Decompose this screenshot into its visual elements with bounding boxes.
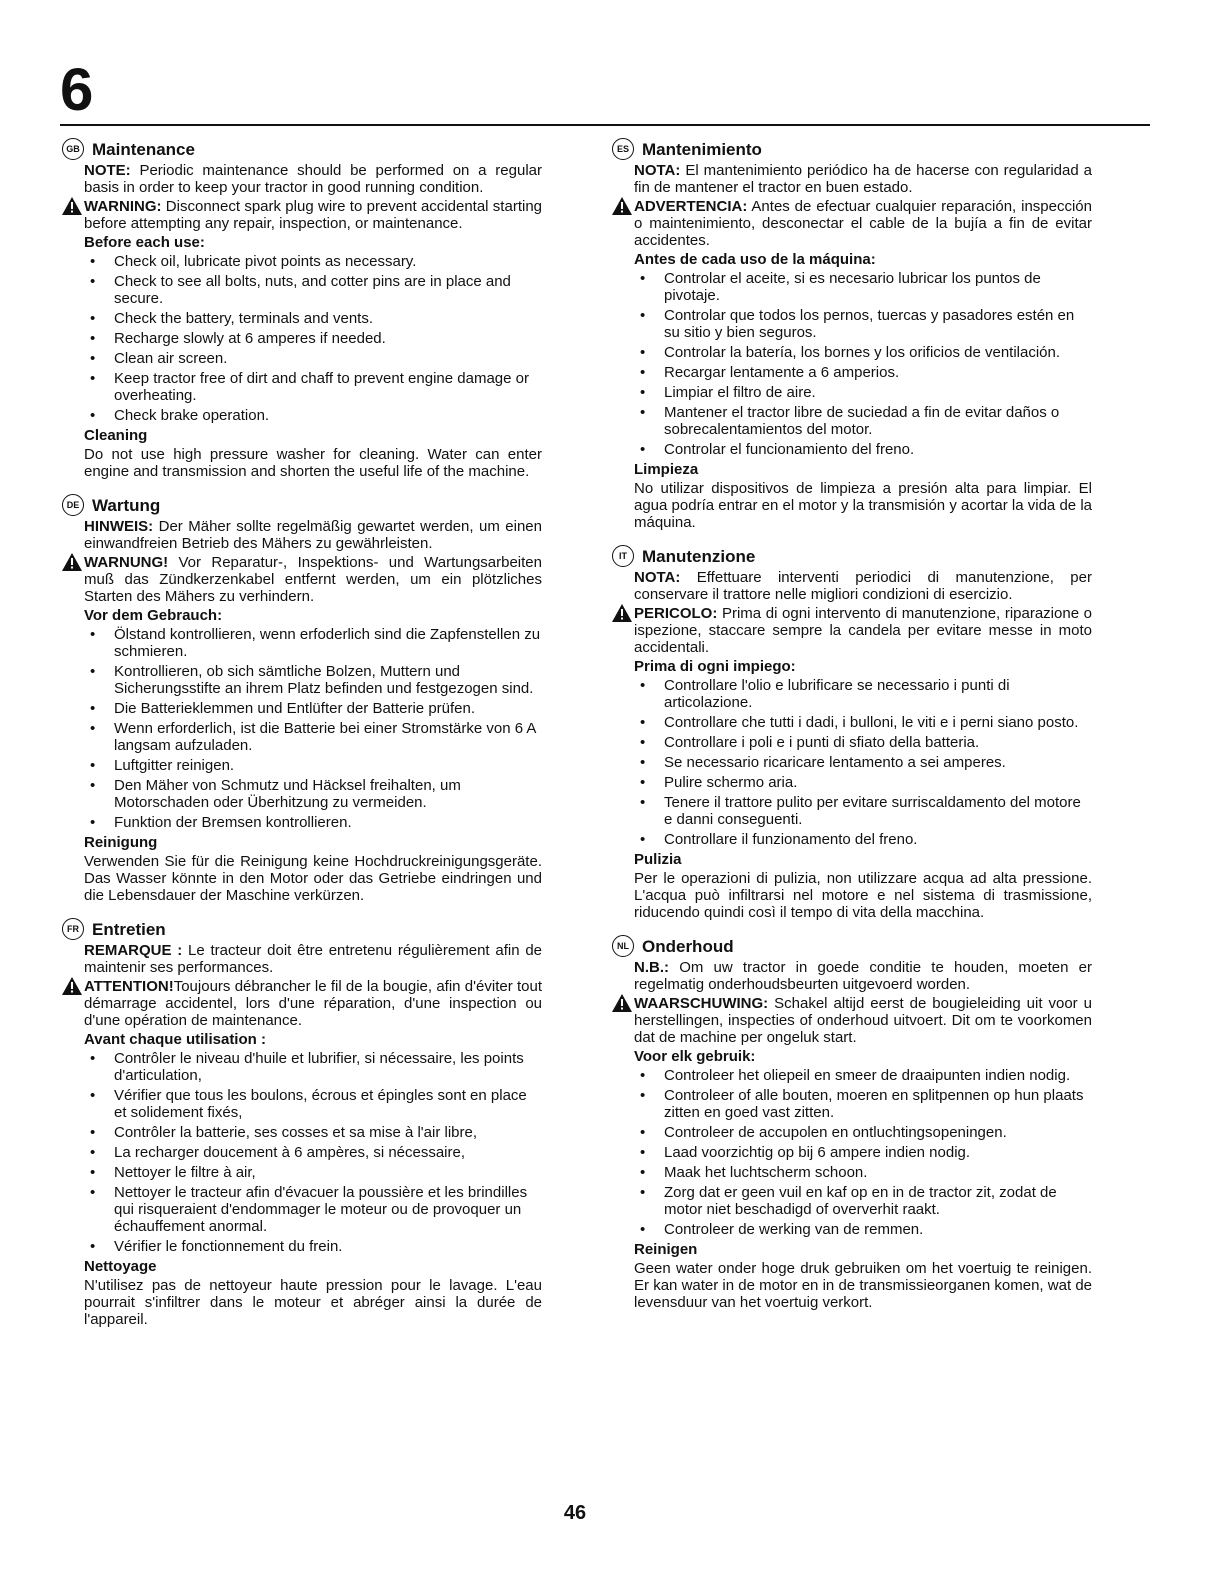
warning-text: Vor Reparatur-, Inspektions- und Wartungsarbeiten muß das Zündkerzenkabel entfernt werden, um ein plötzliches Starten des Mähers zu verhindern.	[84, 554, 542, 605]
list-item: • Tenere il trattore pulito per evitare surriscaldamento del motore e danni conseguenti.	[634, 794, 1092, 828]
checklist	[634, 677, 1092, 848]
list-item: • Controlar que todos los pernos, tuercas y pasadores estén en su sitio y bien seguros.	[634, 307, 1092, 341]
warning-paragraph	[634, 995, 1092, 1046]
list-item: • Contrôler la batterie, ses cosses et sa mise à l'air libre,	[84, 1124, 542, 1141]
section-de	[62, 494, 542, 904]
list-item: • Zorg dat er geen vuil en kaf op en in de tractor zit, zodat de motor niet beschadigd of oververhit raakt.	[634, 1184, 1092, 1218]
list-item: • Ölstand kontrollieren, wenn erfoderlich sind die Zapfenstellen zu schmieren.	[84, 626, 542, 660]
before-use-heading: Before each use:	[84, 234, 205, 251]
list-item: • Controleer of alle bouten, moeren en splitpennen op hun plaats zitten en goed vast zitten.	[634, 1087, 1092, 1121]
section-header	[62, 138, 542, 160]
section-title: Maintenance	[92, 139, 195, 159]
section-header	[62, 494, 542, 516]
note-label: NOTA:	[634, 162, 681, 179]
checklist	[634, 1067, 1092, 1238]
list-item: • Controllare che tutti i dadi, i bulloni, le viti e i perni siano posto.	[634, 714, 1092, 731]
note-paragraph	[84, 518, 542, 552]
warning-paragraph	[634, 198, 1092, 249]
warning-text: Prima di ogni intervento di manutenzione, riparazione o ispezione, staccare sempre la candela per evitare messe in moto accidentali.	[634, 605, 1092, 656]
warning-paragraph	[634, 605, 1092, 656]
cleaning-heading: Reinigen	[634, 1241, 698, 1258]
list-item: • Controllare l'olio e lubrificare se necessario i punti di articolazione.	[634, 677, 1092, 711]
section-title: Entretien	[92, 919, 166, 939]
warning-label: WARNING:	[84, 198, 162, 215]
warning-triangle-icon	[62, 553, 82, 571]
warning-text: Toujours débrancher le fil de la bougie, afin d'éviter tout démarrage accidentel, lors d'une réparation, d'une inspection ou d'une opération de maintenance.	[84, 978, 542, 1029]
list-item: • Controlar el funcionamiento del freno.	[634, 441, 1092, 458]
warning-text: Disconnect spark plug wire to prevent accidental starting before attempting any repair, inspection, or maintenance.	[84, 198, 542, 232]
page-number: 46	[563, 1502, 587, 1524]
before-use-heading: Antes de cada uso de la máquina:	[634, 251, 876, 268]
warning-text: Schakel altijd eerst de bougieleiding uit voor u herstellingen, inspecties of onderhoud uitvoert. Dit om te voorkomen dat de machine per ongeluk start.	[634, 995, 1092, 1046]
right-column	[612, 138, 1092, 1325]
note-text: Periodic maintenance should be performed on a regular basis in order to keep your tractor in good running condition.	[84, 162, 542, 196]
note-paragraph	[634, 569, 1092, 603]
list-item: • Funktion der Bremsen kontrollieren.	[84, 814, 542, 831]
language-badge: ES	[612, 138, 634, 160]
list-item: • Vérifier que tous les boulons, écrous et épingles sont en place et solidement fixés,	[84, 1087, 542, 1121]
warning-label: PERICOLO:	[634, 605, 718, 622]
section-header	[612, 138, 1092, 160]
warning-paragraph	[84, 198, 542, 232]
list-item: • Luftgitter reinigen.	[84, 757, 542, 774]
note-paragraph	[634, 959, 1092, 993]
cleaning-text: N'utilisez pas de nettoyeur haute pression pour le lavage. L'eau pourrait s'infiltrer dans le moteur et abréger ainsi la durée de l'appareil.	[84, 1277, 542, 1328]
chapter-number: 6	[60, 56, 94, 123]
left-column	[62, 138, 542, 1342]
note-label: NOTE:	[84, 162, 131, 179]
list-item: • Recharge slowly at 6 amperes if needed.	[84, 330, 542, 347]
list-item: • Recargar lentamente a 6 amperios.	[634, 364, 1092, 381]
section-title: Onderhoud	[642, 936, 734, 956]
list-item: • Controllare i poli e i punti di sfiato della batteria.	[634, 734, 1092, 751]
list-item: • Wenn erforderlich, ist die Batterie bei einer Stromstärke von 6 A langsam aufzuladen.	[84, 720, 542, 754]
list-item: • Die Batterieklemmen und Entlüfter der Batterie prüfen.	[84, 700, 542, 717]
list-item: • Limpiar el filtro de aire.	[634, 384, 1092, 401]
section-fr	[62, 918, 542, 1328]
checklist	[84, 1050, 542, 1255]
section-title: Wartung	[92, 495, 161, 515]
language-badge: DE	[62, 494, 84, 516]
before-use-heading: Vor dem Gebrauch:	[84, 607, 223, 624]
list-item: • Nettoyer le tracteur afin d'évacuer la poussière et les brindilles qui risqueraient d'endommager le moteur ou de provoquer un échauffement anormal.	[84, 1184, 542, 1235]
cleaning-text: No utilizar dispositivos de limpieza a presión alta para limpiar. El agua podría entrar en el motor y la transmisión y acortar la vida de la máquina.	[634, 480, 1092, 531]
header-rule	[60, 124, 1150, 126]
list-item: • Controleer de accupolen en ontluchtingsopeningen.	[634, 1124, 1092, 1141]
note-paragraph	[634, 162, 1092, 196]
before-use-heading: Prima di ogni impiego:	[634, 658, 796, 675]
note-text: El mantenimiento periódico ha de hacerse con regularidad a fin de mantener el tractor en buen estado.	[634, 162, 1092, 196]
section-header	[612, 935, 1092, 957]
language-badge: IT	[612, 545, 634, 567]
warning-text: Antes de efectuar cualquier reparación, inspección o maintenimiento, desconectar el cable de la bujía a fin de evitar accidentes.	[634, 198, 1092, 249]
note-label: N.B.:	[634, 959, 669, 976]
list-item: • Check brake operation.	[84, 407, 542, 424]
warning-label: WARNUNG!	[84, 554, 169, 571]
list-item: • Clean air screen.	[84, 350, 542, 367]
list-item: • Contrôler le niveau d'huile et lubrifier, si nécessaire, les points d'articulation,	[84, 1050, 542, 1084]
note-text: Om uw tractor in goede conditie te houden, moeten er regelmatig onderhoudsbeurten uitgevoerd worden.	[634, 959, 1092, 993]
section-title: Manutenzione	[642, 546, 756, 566]
list-item: • Controllare il funzionamento del freno.	[634, 831, 1092, 848]
warning-label: ADVERTENCIA:	[634, 198, 748, 215]
list-item: • Controleer de werking van de remmen.	[634, 1221, 1092, 1238]
warning-triangle-icon	[612, 197, 632, 215]
list-item: • Den Mäher von Schmutz und Häcksel freihalten, um Motorschaden oder Überhitzung zu vermeiden.	[84, 777, 542, 811]
cleaning-heading: Limpieza	[634, 461, 699, 478]
note-text: Der Mäher sollte regelmäßig gewartet werden, um einen einwandfreien Betrieb des Mähers zu gewährleisten.	[84, 518, 542, 552]
section-nl	[612, 935, 1092, 1311]
language-badge: FR	[62, 918, 84, 940]
list-item: • Check oil, lubricate pivot points as necessary.	[84, 253, 542, 270]
list-item: • Keep tractor free of dirt and chaff to prevent engine damage or overheating.	[84, 370, 542, 404]
cleaning-text: Per le operazioni di pulizia, non utilizzare acqua ad alta pressione. L'acqua può infiltrarsi nel motore e nel sistema di trasmissione, riducendo quindi così il tempo di vita della macchina.	[634, 870, 1092, 921]
warning-paragraph	[84, 978, 542, 1029]
before-use-heading: Voor elk gebruik:	[634, 1048, 756, 1065]
language-badge: GB	[62, 138, 84, 160]
list-item: • Vérifier le fonctionnement du frein.	[84, 1238, 542, 1255]
warning-paragraph	[84, 554, 542, 605]
warning-triangle-icon	[612, 994, 632, 1012]
checklist	[634, 270, 1092, 458]
cleaning-text: Geen water onder hoge druk gebruiken om het voertuig te reinigen. Er kan water in de motor en in de transmissieorganen komen, wat de levensduur van het voertuig verkort.	[634, 1260, 1092, 1311]
section-gb	[62, 138, 542, 480]
warning-label: WAARSCHUWING:	[634, 995, 769, 1012]
note-text: Le tracteur doit être entretenu régulièrement afin de maintenir ses performances.	[84, 942, 543, 976]
warning-label: ATTENTION!	[84, 978, 174, 995]
before-use-heading: Avant chaque utilisation :	[84, 1031, 266, 1048]
checklist	[84, 253, 542, 424]
list-item: • Check the battery, terminals and vents.	[84, 310, 542, 327]
list-item: • Kontrollieren, ob sich sämtliche Bolzen, Muttern und Sicherungsstifte an ihrem Platz befinden und festgezogen sind.	[84, 663, 542, 697]
list-item: • Maak het luchtscherm schoon.	[634, 1164, 1092, 1181]
warning-triangle-icon	[62, 977, 82, 995]
cleaning-text: Verwenden Sie für die Reinigung keine Hochdruckreinigungsgeräte. Das Wasser könnte in den Motor oder das Getriebe eindringen und die Lebensdauer der Maschine verkürzen.	[84, 853, 542, 904]
cleaning-heading: Nettoyage	[84, 1258, 157, 1275]
list-item: • Check to see all bolts, nuts, and cotter pins are in place and secure.	[84, 273, 542, 307]
section-es	[612, 138, 1092, 531]
warning-triangle-icon	[62, 197, 82, 215]
list-item: • La recharger doucement à 6 ampères, si nécessaire,	[84, 1144, 542, 1161]
cleaning-heading: Pulizia	[634, 851, 682, 868]
note-paragraph	[84, 942, 542, 976]
list-item: • Controlar el aceite, si es necesario lubricar los puntos de pivotaje.	[634, 270, 1092, 304]
list-item: • Se necessario ricaricare lentamento a sei amperes.	[634, 754, 1092, 771]
list-item: • Laad voorzichtig op bij 6 ampere indien nodig.	[634, 1144, 1092, 1161]
list-item: • Controlar la batería, los bornes y los orificios de ventilación.	[634, 344, 1092, 361]
note-label: REMARQUE :	[84, 942, 183, 959]
list-item: • Nettoyer le filtre à air,	[84, 1164, 542, 1181]
cleaning-heading: Reinigung	[84, 834, 158, 851]
cleaning-text: Do not use high pressure washer for cleaning. Water can enter engine and transmission and shorten the useful life of the machine.	[84, 446, 542, 480]
note-label: NOTA:	[634, 569, 681, 586]
note-text: Effettuare interventi periodici di manutenzione, per conservare il trattore nelle migliori condizioni di esercizio.	[634, 569, 1092, 603]
cleaning-heading: Cleaning	[84, 427, 148, 444]
checklist	[84, 626, 542, 831]
note-paragraph	[84, 162, 542, 196]
language-badge: NL	[612, 935, 634, 957]
list-item: • Controleer het oliepeil en smeer de draaipunten indien nodig.	[634, 1067, 1092, 1084]
warning-triangle-icon	[612, 604, 632, 622]
note-label: HINWEIS:	[84, 518, 154, 535]
section-title: Mantenimiento	[642, 139, 762, 159]
list-item: • Mantener el tractor libre de suciedad a fin de evitar daños o sobrecalentamientos del motor.	[634, 404, 1092, 438]
section-it	[612, 545, 1092, 921]
list-item: • Pulire schermo aria.	[634, 774, 1092, 791]
section-header	[62, 918, 542, 940]
section-header	[612, 545, 1092, 567]
